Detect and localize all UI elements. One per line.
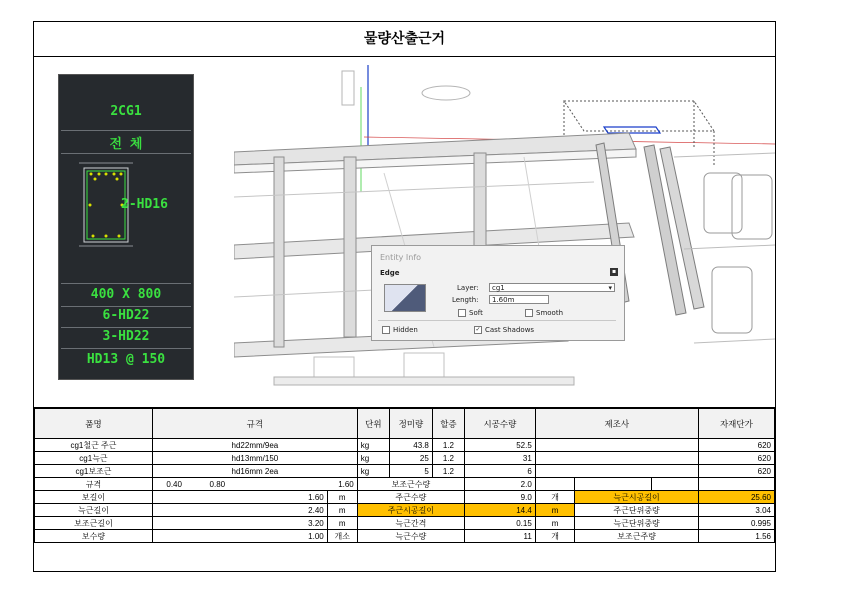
row-item: cg1늑근 [35,452,153,465]
row-spec: hd16mm 2ea [152,465,357,478]
cad-section-panel [58,74,194,380]
row-unit: kg [357,439,389,452]
header-maker: 제조사 [535,409,698,439]
entity-info-dialog[interactable] [371,245,625,341]
row-extra: 1.2 [432,452,464,465]
calc-label: 늑근단위중량 [575,517,698,530]
header-work-qty: 시공수량 [465,409,536,439]
calc-unit: 개 [535,491,575,504]
layer-select-value: cg1 [492,284,505,292]
row-extra: 1.2 [432,465,464,478]
calc-label: 규격 [35,478,153,491]
bottom-bar-label: 3-HD22 [102,329,150,344]
row-maker [535,452,698,465]
calc-value: 0.995 [698,517,774,530]
section-size-label: 400 X 800 [90,287,162,302]
calc-value: 9.0 [465,491,536,504]
table-header-row [35,409,775,439]
calc-unit: m [327,491,357,504]
calc-label: 주근시공길이 [357,504,464,517]
calc-value: 1.60 [239,478,357,491]
calc-label: 보조근주량 [575,530,698,543]
row-spec: hd13mm/150 [152,452,357,465]
calc-unit: m [327,517,357,530]
calc-unit: 개 [535,530,575,543]
top-bar-label: 6-HD22 [102,308,150,323]
calc-value: 0.80 [195,478,239,491]
stirrup-label: HD13 @ 150 [86,352,166,367]
calc-row [35,504,775,517]
calc-value: 3.20 [152,517,327,530]
row-extra: 1.2 [432,439,464,452]
calc-value: 25.60 [698,491,774,504]
calc-row [35,478,775,491]
row-item: cg1철근 주근 [35,439,153,452]
entity-type-label: Edge [380,269,400,277]
header-item: 품명 [35,409,153,439]
row-price: 620 [698,452,774,465]
calc-label: 보조근수량 [357,478,464,491]
calc-label: 주근단위중량 [575,504,698,517]
header-spec: 규격 [152,409,357,439]
image-area [34,57,775,408]
material-swatch[interactable] [384,284,426,312]
takeoff-sheet [33,21,776,572]
table-row [35,439,775,452]
row-price: 620 [698,465,774,478]
hidden-checkbox[interactable] [382,326,390,334]
entity-info-caption: Entity Info [380,253,422,262]
close-icon[interactable]: ▪ [611,268,617,275]
row-work: 52.5 [465,439,536,452]
row-spec: hd22mm/9ea [152,439,357,452]
row-work: 31 [465,452,536,465]
row-unit: kg [357,465,389,478]
soft-label: Soft [469,309,483,317]
header-extra: 할증 [432,409,464,439]
calc-label: 주근수량 [357,491,464,504]
row-unit: kg [357,452,389,465]
calc-unit: m [535,517,575,530]
header-net-qty: 정미량 [389,409,432,439]
member-label: 2CG1 [110,104,142,119]
calc-row [35,491,775,504]
hidden-label: Hidden [393,326,418,334]
length-field[interactable]: 1.60m [489,295,549,304]
calc-row [35,530,775,543]
soft-checkbox[interactable] [458,309,466,317]
calc-value: 11 [465,530,536,543]
smooth-label: Smooth [536,309,564,317]
calc-value: 14.4 [465,504,536,517]
calc-label: 늑근간격 [357,517,464,530]
calc-unit: m [327,504,357,517]
header-unit-price: 자재단가 [698,409,774,439]
quantity-table [34,408,775,543]
row-maker [535,465,698,478]
row-net: 43.8 [389,439,432,452]
table-row [35,452,775,465]
calc-label: 늑근수량 [357,530,464,543]
model-view [234,57,775,407]
sheet-title: 물량산출근거 [34,22,775,57]
cast-shadows-label: Cast Shadows [485,326,535,334]
table-row [35,465,775,478]
calc-value: 0.15 [465,517,536,530]
layer-label: Layer: [457,284,479,292]
calc-label: 보조근길이 [35,517,153,530]
calc-value: 3.04 [698,504,774,517]
calc-value: 1.00 [152,530,327,543]
row-price: 620 [698,439,774,452]
calc-value: 1.60 [152,491,327,504]
calc-unit: m [535,504,575,517]
chevron-down-icon: ▾ [608,284,612,292]
smooth-checkbox[interactable] [525,309,533,317]
calc-value: 0.40 [152,478,195,491]
calc-value: 1.56 [698,530,774,543]
row-item: cg1보조근 [35,465,153,478]
calc-label: 보길이 [35,491,153,504]
calc-value: 2.40 [152,504,327,517]
calc-label: 늑근길이 [35,504,153,517]
row-net: 25 [389,452,432,465]
cast-shadows-checkbox[interactable]: ✓ [475,326,481,333]
row-maker [535,439,698,452]
calc-label: 늑근시공길이 [575,491,698,504]
calc-row [35,517,775,530]
side-bar-label: 2-HD16 [121,197,168,212]
length-label: Length: [452,296,479,304]
calc-unit: 개소 [327,530,357,543]
calc-value: 2.0 [465,478,536,491]
header-unit: 단위 [357,409,389,439]
scope-label: 전 체 [109,137,143,152]
calc-label: 보수량 [35,530,153,543]
row-net: 5 [389,465,432,478]
layer-select[interactable] [489,283,615,292]
row-work: 6 [465,465,536,478]
